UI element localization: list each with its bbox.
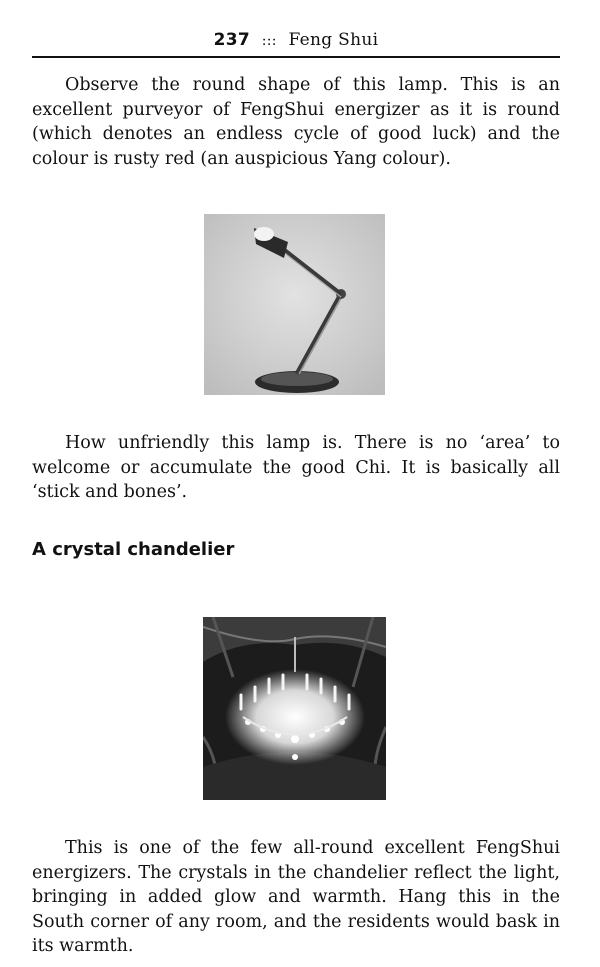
chandelier-photo [203, 617, 386, 800]
paragraph-chandelier: This is one of the few all-round excellent FengShui energizers. The crystals in the chandelier reflect the light, bringing in added glow and warmth. Hang this in the South corner of any room, and the residents would bask in its warmth. [32, 838, 560, 956]
paragraph-unfriendly-lamp: How unfriendly this lamp is. There is no ‘area’ to welcome or accumulate the good Chi. It is basically all ‘stick and bones’. [32, 433, 560, 502]
header-rule [32, 56, 560, 58]
paragraph-round-lamp: Observe the round shape of this lamp. This is an excellent purveyor of FengShui energizer as it is round (which denotes an endless cycle of good luck) and the colour is rusty red (an auspicious Yang colour). [32, 75, 560, 169]
page-number: 237 [213, 30, 251, 50]
desk-lamp-photo [204, 214, 385, 395]
running-header [32, 30, 560, 50]
header-separator: ::: [261, 33, 277, 49]
running-title: Feng Shui [288, 30, 379, 50]
section-heading: A crystal chandelier [32, 539, 235, 560]
